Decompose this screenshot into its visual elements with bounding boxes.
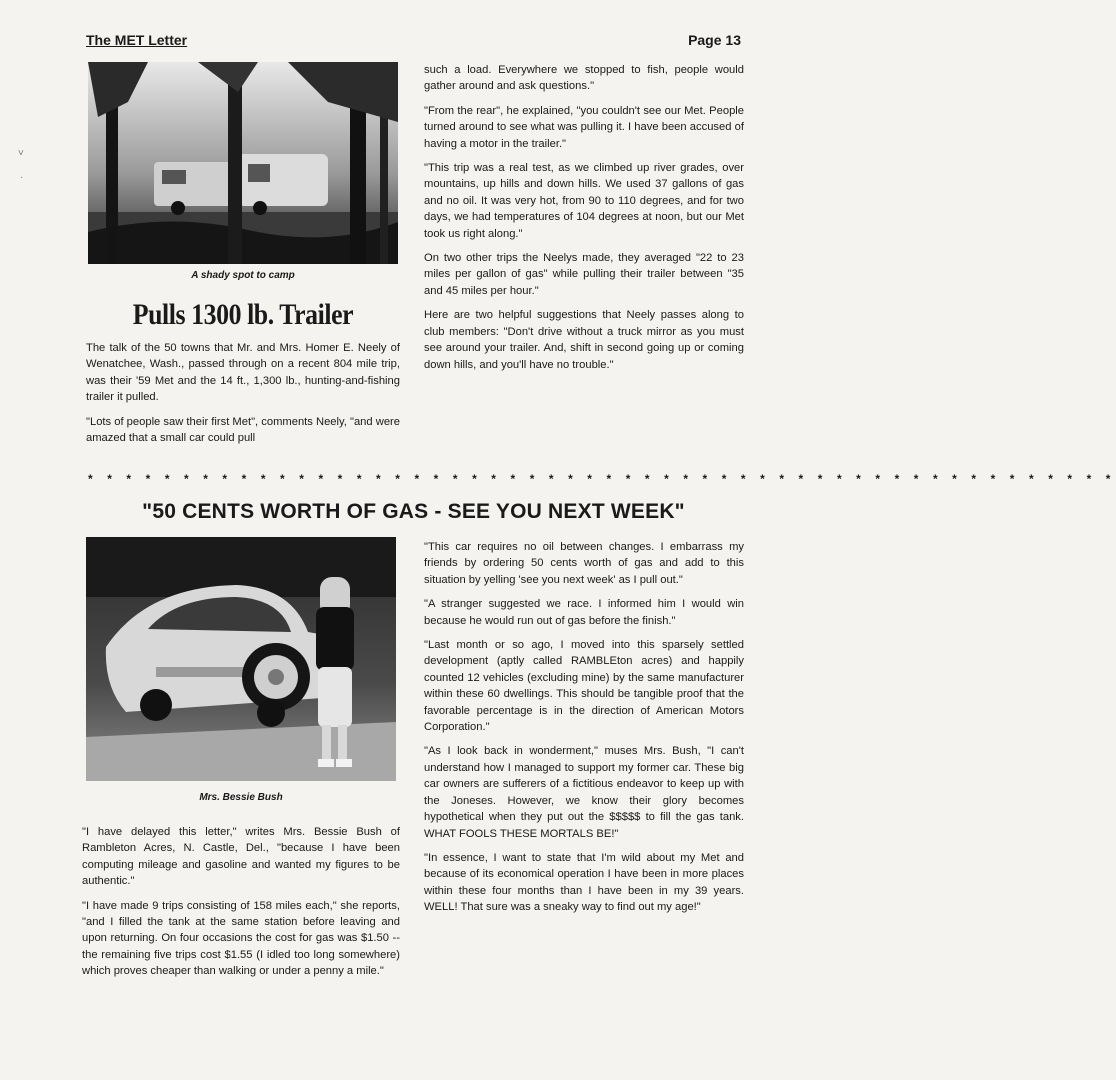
article1-right-paragraph: On two other trips the Neelys made, they averaged "22 to 23 miles per gallon of gas" while pulling their trailer between "35 and 45 miles per hour.": [424, 252, 744, 297]
article1-right-column: [424, 62, 744, 381]
bessie-bush-photo: [86, 537, 396, 781]
article1-headline: Pulls 1300 lb. Trailer: [132, 298, 354, 331]
bessie-bush-photo-caption: Mrs. Bessie Bush: [199, 792, 283, 803]
article2-left-paragraph: "I have delayed this letter," writes Mrs. Bessie Bush of Rambleton Acres, N. Castle, Del., "because I have been computing mileage and gasoline and wanted my figures to be authentic.": [82, 826, 400, 888]
page-number: Page 13: [688, 32, 741, 48]
article1-left-paragraph: "Lots of people saw their first Met", comments Neely, "and were amazed that a small car could pull: [86, 415, 400, 445]
campsite-photo: [88, 62, 398, 264]
article2-left-paragraph: "I have made 9 trips consisting of 158 miles each," she reports, "and I filled the tank at the same station before leaving and upon returning. On four occasions the cost for gas was $1.50 -- the remaining five trips cost $1.55 (I idled too long somewhere) which proves cheaper than walking or under a penny a mile.": [82, 899, 400, 978]
article2-right-paragraph: "In essence, I want to state that I'm wild about my Met and because of its economical operation I have been in more places within these four months than I have been in my 39 years. WELL! That sure was a sneaky way to find out my age!": [424, 851, 744, 914]
article2-right-paragraph: "As I look back in wonderment," muses Mrs. Bush, "I can't understand how I managed to support my former car. These big car owners are sufferers of a fictitious endeavor to keep up with the Joneses. However, we know their glory becomes hypothetical when they put out the $$$$$ to fill the gas tank. WHAT FOOLS THESE MORTALS BE!": [424, 745, 744, 840]
article2-left-column: [82, 824, 400, 988]
article2-right-paragraph: "A stranger suggested we race. I informed him I would win because he would run out of gas before the finish.": [424, 598, 744, 627]
article1-right-paragraph: Here are two helpful suggestions that Neely passes along to club members: "Don't drive without a truck mirror as you must see around your trailer. And, shift in second going up or coming down hills, and you'll have no trouble.": [424, 309, 744, 371]
margin-mark: ·: [20, 172, 24, 183]
article2-right-paragraph: "This car requires no oil between changes. I embarrass my friends by ordering 50 cents worth of gas and add to this situation by yelling 'see you next week' as I pull out.": [424, 541, 744, 586]
article1-left-column: [86, 340, 400, 454]
campsite-photo-caption: A shady spot to camp: [191, 270, 295, 281]
article1-right-paragraph: such a load. Everywhere we stopped to fish, people would gather around and ask questions.": [424, 64, 744, 93]
article1-left-paragraph: The talk of the 50 towns that Mr. and Mrs. Homer E. Neely of Wenatchee, Wash., passed through on a recent 804 mile trip, was their '59 Met and the 14 ft., 1,300 lb., hunting-and-fishing trailer it pulled.: [86, 342, 400, 404]
margin-mark: ˅: [18, 148, 24, 159]
newsletter-name: The MET Letter: [86, 32, 188, 48]
article2-right-paragraph: "Last month or so ago, I moved into this sparsely settled development (aptly called RAMBLEton acres) and happily counted 12 vehicles (excluding mine) by the same manufacturer within these 60 dwellings. This should be tangible proof that the favorable percentage is in the direction of American Motors Corporation.": [424, 639, 744, 734]
running-head: [86, 32, 741, 54]
article1-right-paragraph: "From the rear", he explained, "you couldn't see our Met. People turned around to see what was pulling it. I have been accused of having a motor in the trailer.": [424, 104, 744, 150]
article2-headline: "50 CENTS WORTH OF GAS - SEE YOU NEXT WEEK": [142, 500, 685, 523]
article1-right-paragraph: "This trip was a real test, as we climbed up river grades, over mountains, up hills and down hills. We used 37 gallons of gas and no oil. It was very hot, from 90 to 110 degrees, and for two days, we had temperatures of 104 degrees at noon, but our Met took us right along.": [424, 162, 744, 240]
section-divider: * * * * * * * * * * * * * * * * * * * * * * * * * * * * * * * * * * * * * * * * * * * * * * * * * * * * * *: [88, 472, 1116, 486]
article2-right-column: [424, 539, 744, 924]
